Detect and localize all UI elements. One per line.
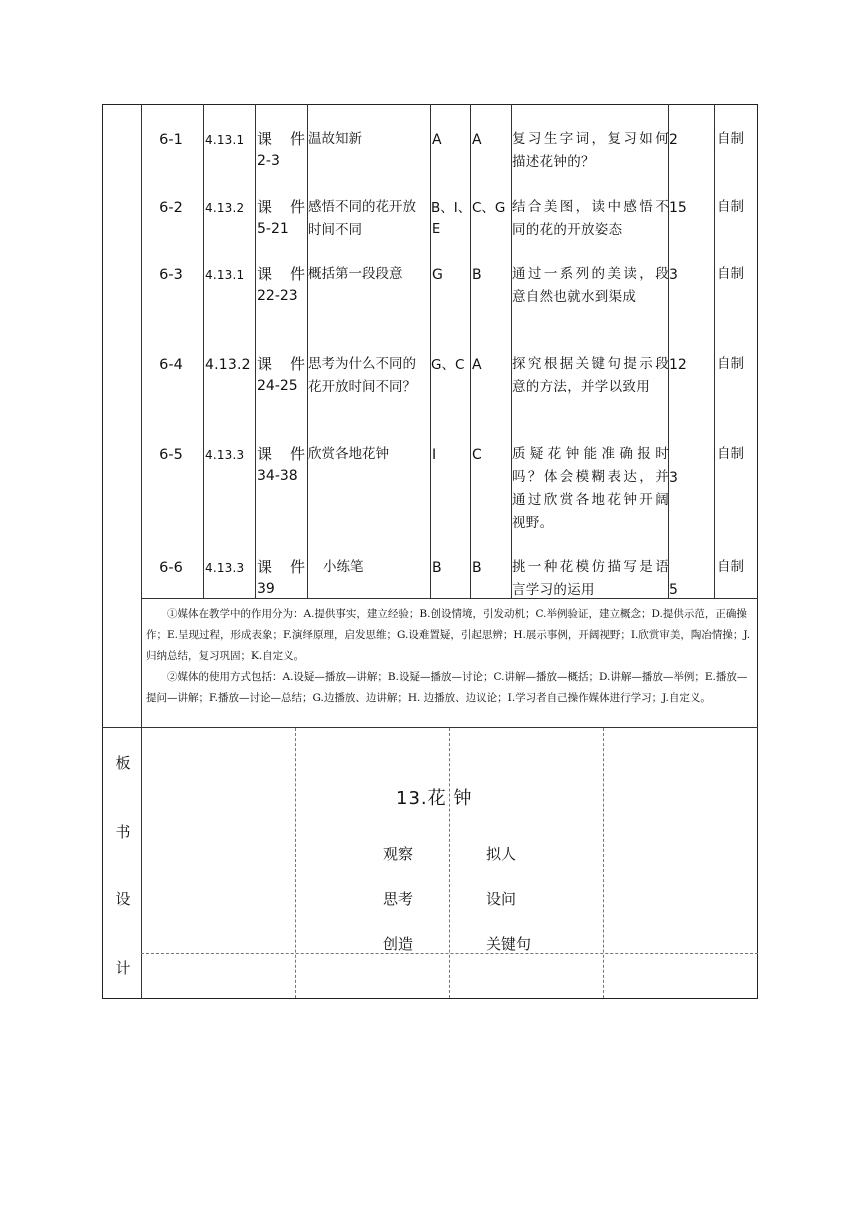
row-id: 6-4: [159, 357, 183, 373]
courseware-ref: 课 件 22-23: [257, 265, 305, 304]
media-role: G、C: [431, 357, 465, 373]
content-line: 小练笔: [323, 559, 364, 575]
purpose-line: 通过欣赏各地花钟开阔: [512, 492, 669, 508]
courseware-ref: 课 件 2-3: [257, 130, 305, 169]
content-line: 花开放时间不同？: [308, 379, 416, 395]
media-method: A: [472, 357, 482, 373]
board-word-right: 关键句: [486, 935, 532, 953]
media-method: C、G: [472, 200, 506, 216]
purpose-line: 言学习的运用: [512, 582, 595, 598]
media-notes: [146, 604, 752, 709]
courseware-ref: 课 件 34-38: [257, 445, 305, 484]
row-code: 4.13.2: [205, 201, 245, 215]
media-method: B: [472, 560, 482, 576]
purpose-line: 探究根据关键句提示段: [512, 356, 669, 372]
board-title: 13.花 钟: [396, 788, 473, 809]
purpose-line: 同的花的开放姿态: [512, 222, 623, 238]
purpose-line: 视野。: [512, 515, 554, 531]
note-media-usage: ②媒体的使用方式包括：A.设疑—播放—讲解；B.设疑—播放—讨论；C.讲解—播放—概括；D.讲解—播放—举例；E.播放—提问—讲解；F.播放—讨论—总结；G.边播放、边讲解；H. 边播放、边议论；I.学习者自己操作媒体进行学习；J.自定义。: [146, 671, 748, 704]
purpose-line: 意自然也就水到渠成: [512, 289, 637, 305]
media-role: I: [432, 447, 437, 463]
row-divider: [102, 727, 758, 728]
row-id: 6-5: [159, 447, 183, 463]
board-grid-line: [295, 728, 296, 998]
board-label-char: 书: [115, 823, 131, 841]
time-minutes: 15: [669, 200, 687, 216]
row-code: 4.13.2: [205, 357, 251, 373]
board-label-char: 计: [115, 959, 131, 977]
media-method: A: [472, 132, 482, 148]
content-line: 欣赏各地花钟: [308, 446, 389, 462]
column-divider: [255, 104, 256, 598]
media-role: A: [432, 132, 442, 148]
board-grid-line: [141, 953, 758, 954]
purpose-line: 复习生字词，复习如何: [512, 131, 669, 147]
content-line: 概括第一段段意: [308, 266, 403, 282]
content-line: 思考为什么不同的: [308, 356, 416, 372]
row-id: 6-3: [159, 267, 183, 283]
courseware-ref: 课 件 39: [257, 558, 305, 597]
source: 自制: [717, 356, 744, 372]
media-role: E: [432, 222, 441, 237]
media-role: B: [432, 560, 442, 576]
source: 自制: [717, 131, 744, 147]
time-minutes: 5: [669, 582, 678, 598]
column-divider: [470, 104, 471, 598]
purpose-line: 质疑花钟能准确报时: [512, 446, 669, 462]
purpose-line: 描述花钟的？: [512, 154, 595, 170]
purpose-line: 挑一种花模仿描写是语: [512, 559, 669, 575]
board-word-left: 思考: [383, 890, 414, 908]
row-code: 4.13.3: [205, 448, 245, 462]
purpose-line: 吗？体会模糊表达，并: [512, 469, 669, 485]
column-divider: [307, 104, 308, 598]
column-divider: [714, 104, 715, 598]
time-minutes: 12: [669, 357, 687, 373]
source: 自制: [717, 446, 744, 462]
board-word-left: 观察: [383, 845, 414, 863]
board-label-char: 设: [115, 890, 131, 908]
board-label-char: 板: [115, 754, 131, 772]
board-word-right: 拟人: [486, 845, 517, 863]
row-id: 6-2: [159, 200, 183, 216]
purpose-line: 意的方法，并学以致用: [512, 379, 650, 395]
board-word-right: 设问: [486, 890, 517, 908]
board-grid-line: [603, 728, 604, 998]
source: 自制: [717, 559, 744, 575]
board-word-left: 创造: [383, 935, 414, 953]
column-divider: [203, 104, 204, 598]
board-grid-line: [449, 728, 450, 998]
purpose-line: 通过一系列的美读，段: [512, 266, 669, 282]
row-code: 4.13.3: [205, 561, 245, 575]
column-divider: [430, 104, 431, 598]
column-divider: [141, 104, 142, 999]
note-media-role: ①媒体在教学中的作用分为：A.提供事实，建立经验；B.创设情境，引发动机；C.举例验证，建立概念；D.提供示范，正确操作；E.呈现过程，形成表象；F.演绎原理，启发思维；G.设难置疑，引起思辨；H.展示事例，开阔视野；I.欣赏审美，陶冶情操；J.归纳总结，复习巩固；K.自定义。: [146, 608, 751, 662]
purpose-line: 结合美图，读中感悟不: [512, 199, 669, 215]
row-code: 4.13.1: [205, 133, 245, 147]
row-code: 4.13.1: [205, 268, 245, 282]
media-role: B、I、: [431, 200, 472, 216]
content-line: 温故知新: [308, 131, 362, 147]
courseware-ref: 课 件 24-25: [257, 355, 305, 394]
content-line: 感悟不同的花开放: [308, 199, 416, 215]
media-method: B: [472, 267, 482, 283]
media-role: G: [432, 267, 443, 283]
row-id: 6-1: [159, 132, 183, 148]
courseware-ref: 课 件 5-21: [257, 198, 305, 237]
source: 自制: [717, 266, 744, 282]
time-minutes: 3: [669, 267, 678, 283]
media-method: C: [472, 447, 482, 463]
content-line: 时间不同: [308, 222, 362, 238]
time-minutes: 3: [669, 470, 678, 486]
source: 自制: [717, 199, 744, 215]
row-id: 6-6: [159, 560, 183, 576]
time-minutes: 2: [669, 132, 678, 148]
